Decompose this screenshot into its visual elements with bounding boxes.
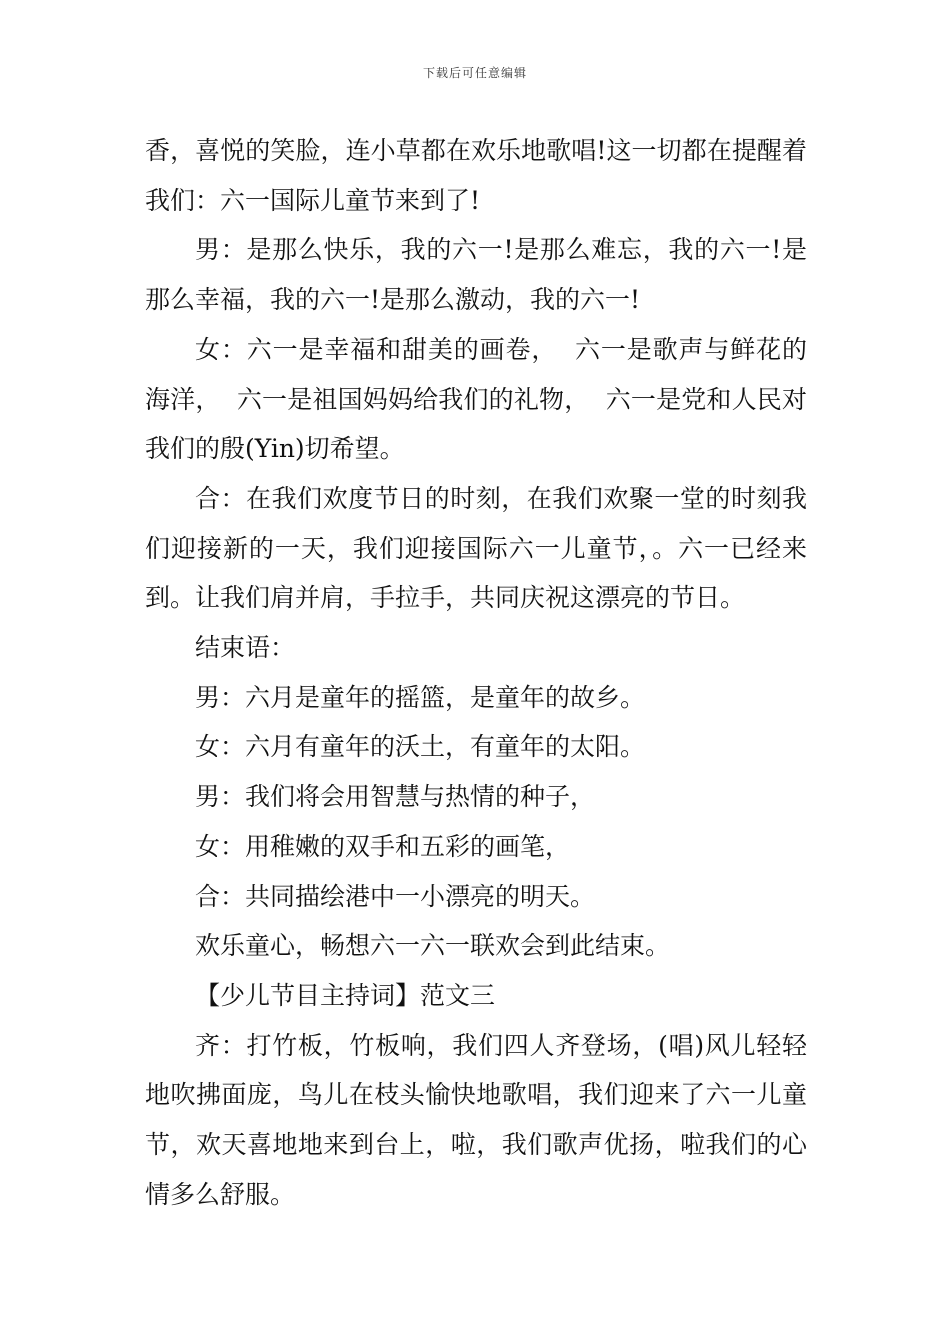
section-heading: 【少儿节目主持词】范文三 <box>195 980 496 1010</box>
paragraph-3: 女：六一是幸福和甜美的画卷， 六一是歌声与鲜花的海洋， 六一是祖国妈妈给我们的礼物， 六一是党和人民对我们的殷(Yin)切希望。 <box>145 334 807 464</box>
paragraph-8: 男：我们将会用智慧与热情的种子， <box>195 782 596 812</box>
paragraph-4: 合：在我们欢度节日的时刻，在我们欢聚一堂的时刻我们迎接新的一天，我们迎接国际六一儿童节，。六一已经来到。让我们肩并肩，手拉手，共同庆祝这漂亮的节日。 <box>145 483 807 613</box>
paragraph-9: 女：用稚嫩的双手和五彩的画笔， <box>195 831 571 861</box>
document-body <box>145 126 807 1219</box>
paragraph-7: 女：六月有童年的沃土，有童年的太阳。 <box>195 732 646 762</box>
paragraph-2: 男：是那么快乐，我的六一!是那么难忘，我的六一!是那么幸福，我的六一!是那么激动，我的六一! <box>145 235 807 315</box>
paragraph-11: 欢乐童心，畅想六一六一联欢会到此结束。 <box>195 931 671 961</box>
paragraph-1: 香，喜悦的笑脸，连小草都在欢乐地歌唱!这一切都在提醒着我们：六一国际儿童节来到了! <box>145 136 807 215</box>
page-header: 下载后可任意编辑 <box>422 66 527 80</box>
paragraph-10: 合：共同描绘港中一小漂亮的明天。 <box>195 881 596 911</box>
paragraph-6: 男：六月是童年的摇篮，是童年的故乡。 <box>195 682 646 712</box>
paragraph-5: 结束语： <box>195 633 296 663</box>
paragraph-13: 齐：打竹板，竹板响，我们四人齐登场，(唱)风儿轻轻地吹拂面庞，鸟儿在枝头愉快地歌唱，我们迎来了六一儿童节，欢天喜地地来到台上，啦，我们歌声优扬，啦我们的心情多么舒服。 <box>145 1030 807 1209</box>
